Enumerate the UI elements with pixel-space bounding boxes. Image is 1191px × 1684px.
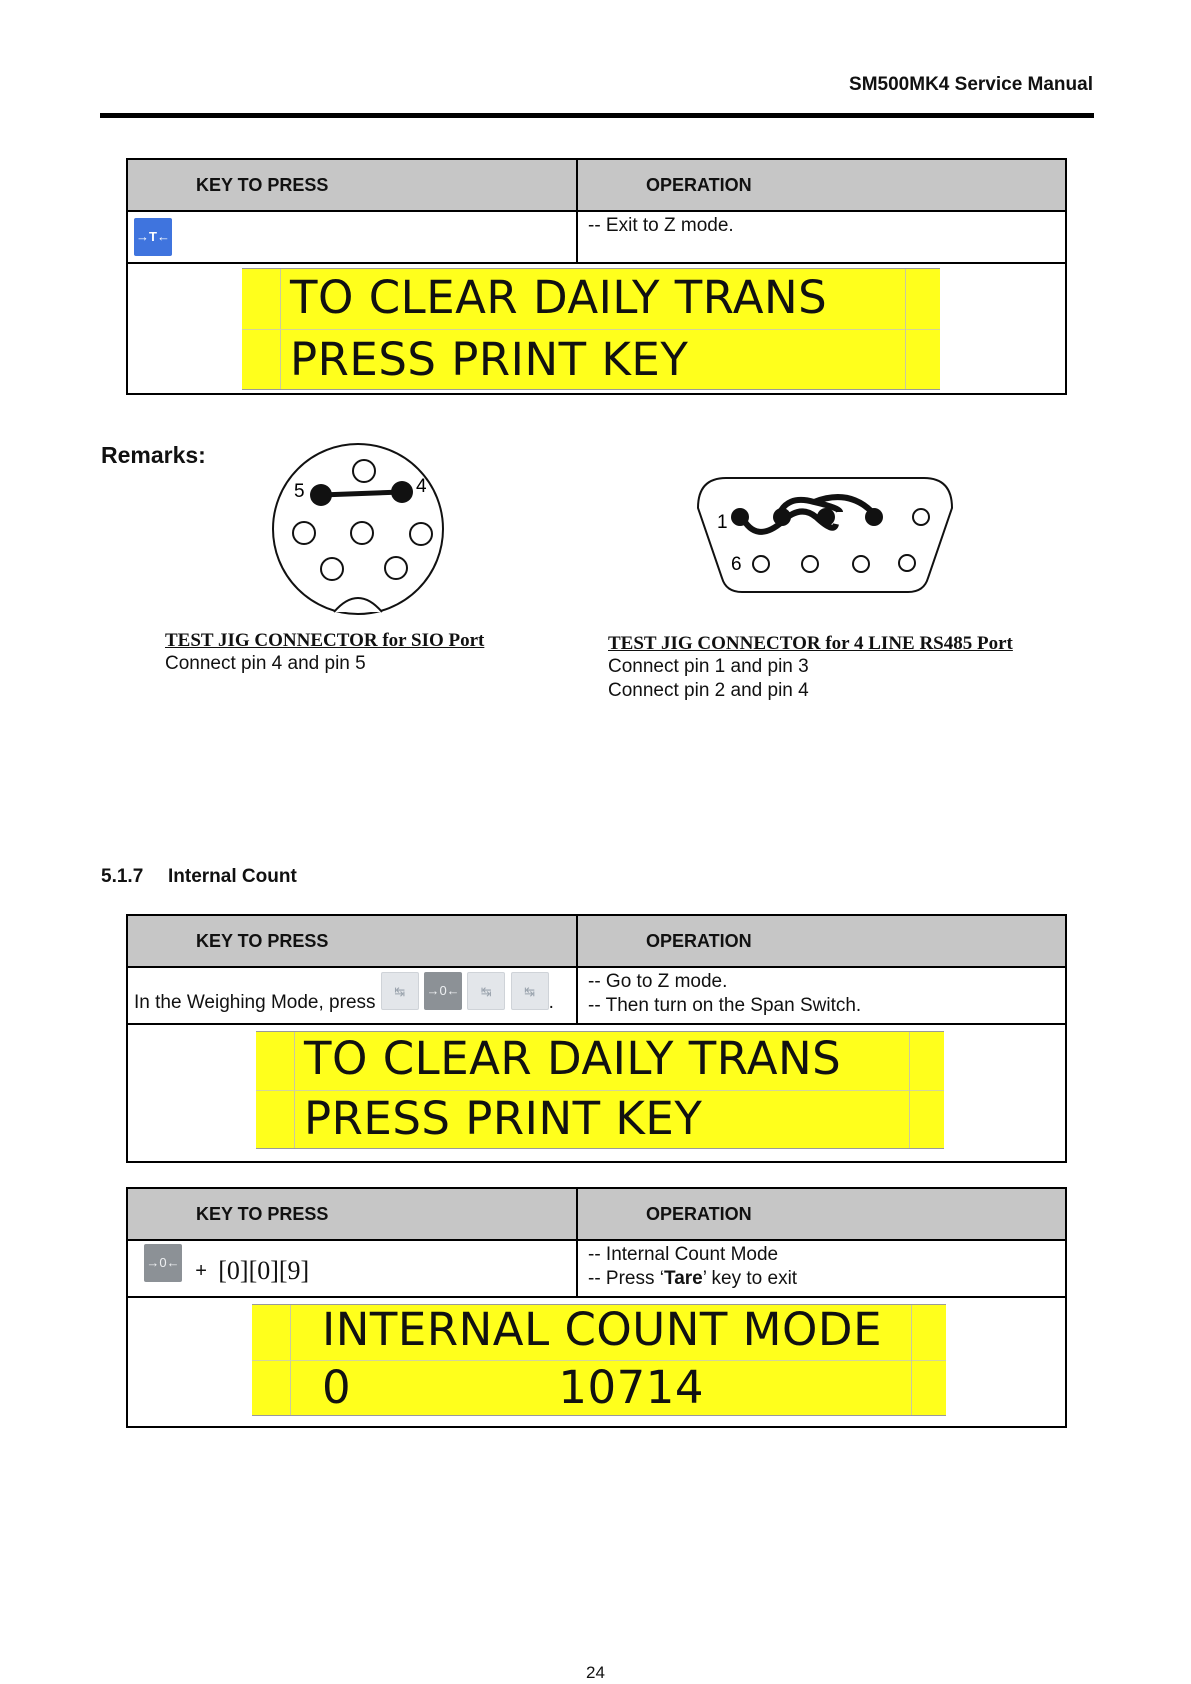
operation-line: -- Press ‘Tare’ key to exit bbox=[588, 1268, 798, 1289]
lcd-line-2: PRESS PRINT KEY bbox=[304, 1092, 703, 1145]
table-header-row bbox=[127, 915, 1066, 967]
key-cell bbox=[127, 967, 577, 1024]
col-header-operation: OPERATION bbox=[577, 1188, 1066, 1240]
lcd-cell bbox=[127, 1297, 1066, 1427]
swap-icon: ↹ bbox=[381, 972, 419, 1010]
key-instruction: In the Weighing Mode, press bbox=[134, 992, 376, 1013]
lcd-display bbox=[242, 268, 940, 390]
pin-5 bbox=[913, 509, 929, 525]
table-header-row bbox=[127, 159, 1066, 211]
lcd-display bbox=[256, 1031, 944, 1149]
table-header-row bbox=[127, 1188, 1066, 1240]
sio-caption-title: TEST JIG CONNECTOR for SIO Port bbox=[165, 630, 485, 651]
pin-8 bbox=[853, 556, 869, 572]
rs485-connector-diagram bbox=[690, 470, 960, 600]
operation-cell bbox=[577, 1240, 1066, 1297]
table-row bbox=[127, 211, 1066, 263]
connector-key-notch bbox=[334, 598, 382, 612]
key-suffix: . bbox=[548, 992, 554, 1013]
table-row bbox=[127, 967, 1066, 1024]
pin bbox=[351, 522, 373, 544]
lcd-line-1: INTERNAL COUNT MODE bbox=[322, 1304, 883, 1356]
lcd-row bbox=[127, 1297, 1066, 1427]
remarks-label: Remarks: bbox=[101, 442, 206, 468]
key-sequence: [0][0][9] bbox=[218, 1256, 310, 1285]
col-header-key: KEY TO PRESS bbox=[127, 1188, 577, 1240]
connector-outline bbox=[273, 444, 443, 614]
pin-label-6: 6 bbox=[731, 554, 742, 575]
col-header-operation: OPERATION bbox=[577, 915, 1066, 967]
pin bbox=[321, 558, 343, 580]
header-rule bbox=[100, 113, 1094, 118]
pin bbox=[353, 460, 375, 482]
pin-9 bbox=[899, 555, 915, 571]
operation-line: -- Then turn on the Span Switch. bbox=[588, 995, 862, 1016]
section-title: Internal Count bbox=[168, 866, 297, 887]
lcd-row bbox=[127, 1024, 1066, 1162]
pin-label-4: 4 bbox=[416, 476, 427, 497]
tare-arrow-icon: →T← bbox=[134, 218, 172, 256]
pin-2 bbox=[773, 508, 791, 526]
section-heading bbox=[101, 866, 297, 888]
key-cell bbox=[127, 1240, 577, 1297]
operation-cell bbox=[577, 211, 1066, 263]
jumper-wire bbox=[321, 492, 402, 495]
pin-label-1: 1 bbox=[717, 512, 728, 533]
tare-key-name: Tare bbox=[664, 1268, 703, 1289]
pin bbox=[385, 557, 407, 579]
sio-caption-line: Connect pin 4 and pin 5 bbox=[165, 653, 366, 674]
pin-7 bbox=[802, 556, 818, 572]
swap-icon: ↹ bbox=[511, 972, 549, 1010]
col-header-key: KEY TO PRESS bbox=[127, 159, 577, 211]
operation-line: -- Go to Z mode. bbox=[588, 971, 728, 992]
swap-icon: ↹ bbox=[467, 972, 505, 1010]
pin-4 bbox=[865, 508, 883, 526]
table-row bbox=[127, 1240, 1066, 1297]
operation-line: -- Exit to Z mode. bbox=[588, 215, 734, 236]
pin-6 bbox=[753, 556, 769, 572]
key-table-1 bbox=[126, 158, 1067, 395]
pin-5 bbox=[310, 484, 332, 506]
page-number: 24 bbox=[586, 1663, 605, 1682]
zero-icon: →0← bbox=[424, 972, 462, 1010]
key-cell bbox=[127, 211, 577, 263]
lcd-line-1: TO CLEAR DAILY TRANS bbox=[304, 1032, 842, 1085]
pin-4 bbox=[391, 481, 413, 503]
key-table-3 bbox=[126, 1187, 1067, 1428]
lcd-line-1: TO CLEAR DAILY TRANS bbox=[290, 271, 828, 324]
lcd-cell bbox=[127, 263, 1066, 394]
pin-label-5: 5 bbox=[294, 481, 305, 502]
lcd-display bbox=[252, 1304, 946, 1416]
document-title: SM500MK4 Service Manual bbox=[849, 74, 1093, 95]
rs485-caption-line: Connect pin 2 and pin 4 bbox=[608, 680, 809, 701]
operation-cell bbox=[577, 967, 1066, 1024]
lcd-line-2: PRESS PRINT KEY bbox=[290, 333, 689, 386]
plus-sign: + bbox=[195, 1259, 207, 1282]
pin-3 bbox=[817, 508, 835, 526]
section-number: 5.1.7 bbox=[101, 866, 144, 887]
rs485-caption-line: Connect pin 1 and pin 3 bbox=[608, 656, 809, 677]
lcd-line-2: 0 10714 bbox=[322, 1361, 705, 1414]
pin bbox=[293, 522, 315, 544]
lcd-row bbox=[127, 263, 1066, 394]
pin bbox=[410, 523, 432, 545]
key-table-2 bbox=[126, 914, 1067, 1163]
col-header-key: KEY TO PRESS bbox=[127, 915, 577, 967]
rs485-caption-title: TEST JIG CONNECTOR for 4 LINE RS485 Port bbox=[608, 633, 1013, 654]
rs485-caption bbox=[608, 633, 1013, 703]
pin-1 bbox=[731, 508, 749, 526]
sio-connector-diagram bbox=[268, 434, 448, 619]
sio-caption bbox=[165, 630, 484, 676]
lcd-cell bbox=[127, 1024, 1066, 1162]
zero-icon: →0← bbox=[144, 1244, 182, 1282]
col-header-operation: OPERATION bbox=[577, 159, 1066, 211]
operation-line: -- Internal Count Mode bbox=[588, 1244, 779, 1265]
